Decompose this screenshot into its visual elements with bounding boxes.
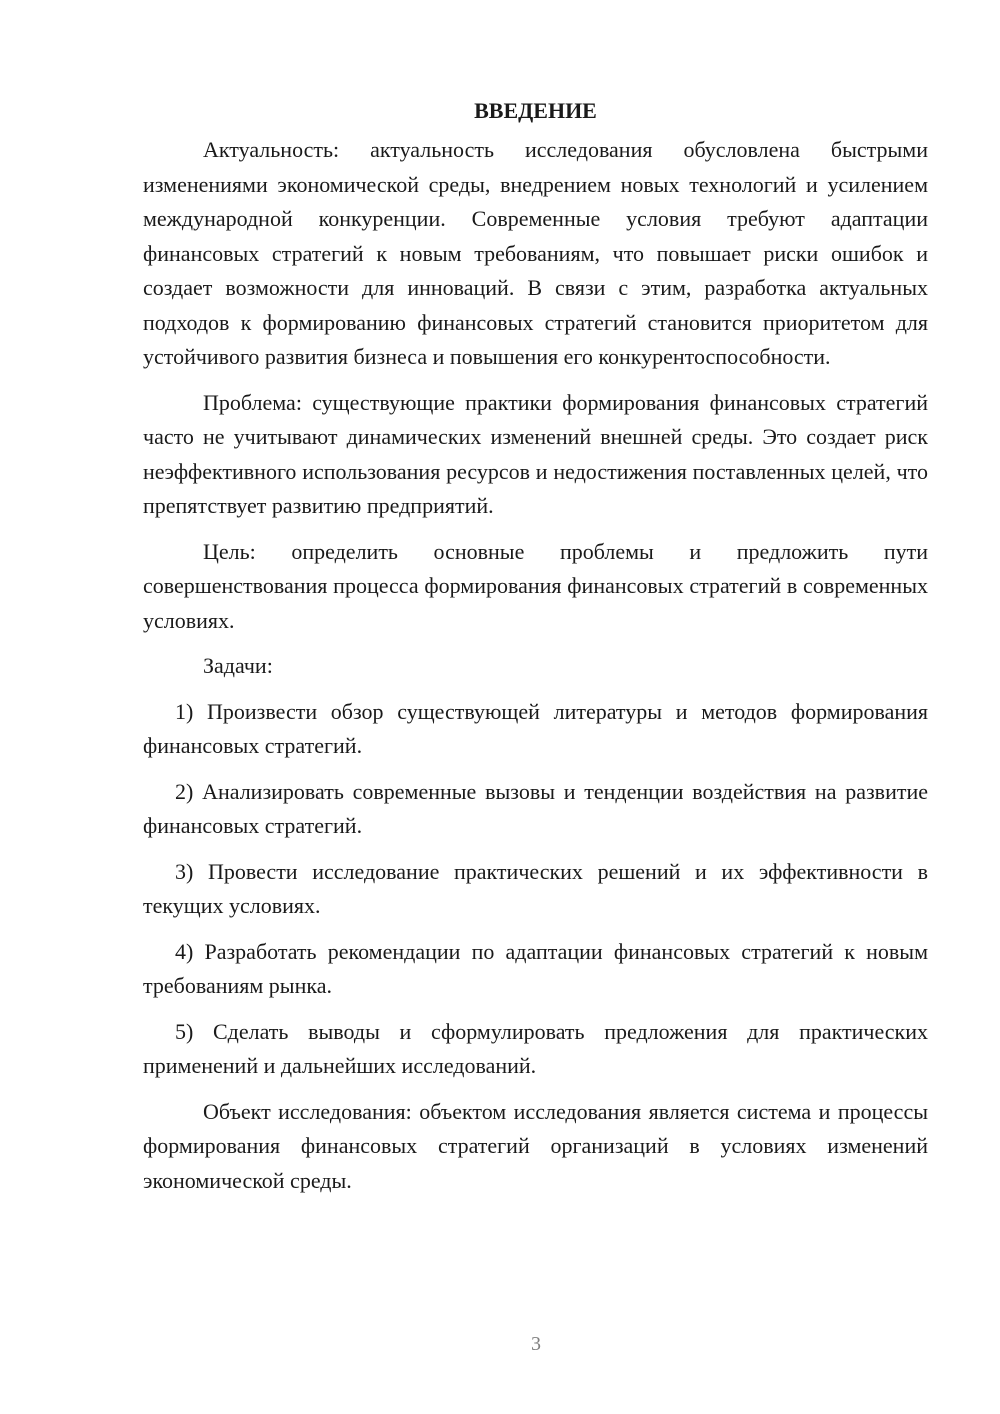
task-item-5: 5) Сделать выводы и сформулировать предложения для практических применений и дальнейших исследований. (143, 1018, 928, 1078)
task-item-3: 3) Провести исследование практических решений и их эффективности в текущих условиях. (143, 858, 928, 918)
section-heading: ВВЕДЕНИЕ (474, 98, 597, 123)
document-page (143, 94, 928, 1209)
object-paragraph: Объект исследования: объектом исследования является система и процессы формирования финансовых стратегий организаций в условиях изменений экономической среды. (143, 1098, 928, 1193)
relevance-paragraph: Актуальность: актуальность исследования обусловлена быстрыми изменениями экономической среды, внедрением новых технологий и усилением международной конкуренции. Современные условия требуют адаптации финансовых стратегий к новым требованиям, что повышает риски ошибок и создает возможности для инноваций. В связи с этим, разработка актуальных подходов к формированию финансовых стратегий становится приоритетом для устойчивого развития бизнеса и повышения его конкурентоспособности. (143, 137, 928, 369)
problem-paragraph: Проблема: существующие практики формирования финансовых стратегий часто не учитывают динамических изменений внешней среды. Это создает риск неэффективного использования ресурсов и недостижения поставленных целей, что препятствует развитию предприятий. (143, 389, 928, 518)
goal-paragraph: Цель: определить основные проблемы и предложить пути совершенствования процесса формирования финансовых стратегий в современных условиях. (143, 538, 928, 633)
tasks-label: Задачи: (203, 653, 273, 678)
page-number: 3 (531, 1333, 541, 1355)
task-item-1: 1) Произвести обзор существующей литературы и методов формирования финансовых стратегий. (143, 698, 928, 758)
task-item-4: 4) Разработать рекомендации по адаптации финансовых стратегий к новым требованиям рынка. (143, 938, 928, 998)
task-item-2: 2) Анализировать современные вызовы и тенденции воздействия на развитие финансовых стратегий. (143, 778, 928, 838)
